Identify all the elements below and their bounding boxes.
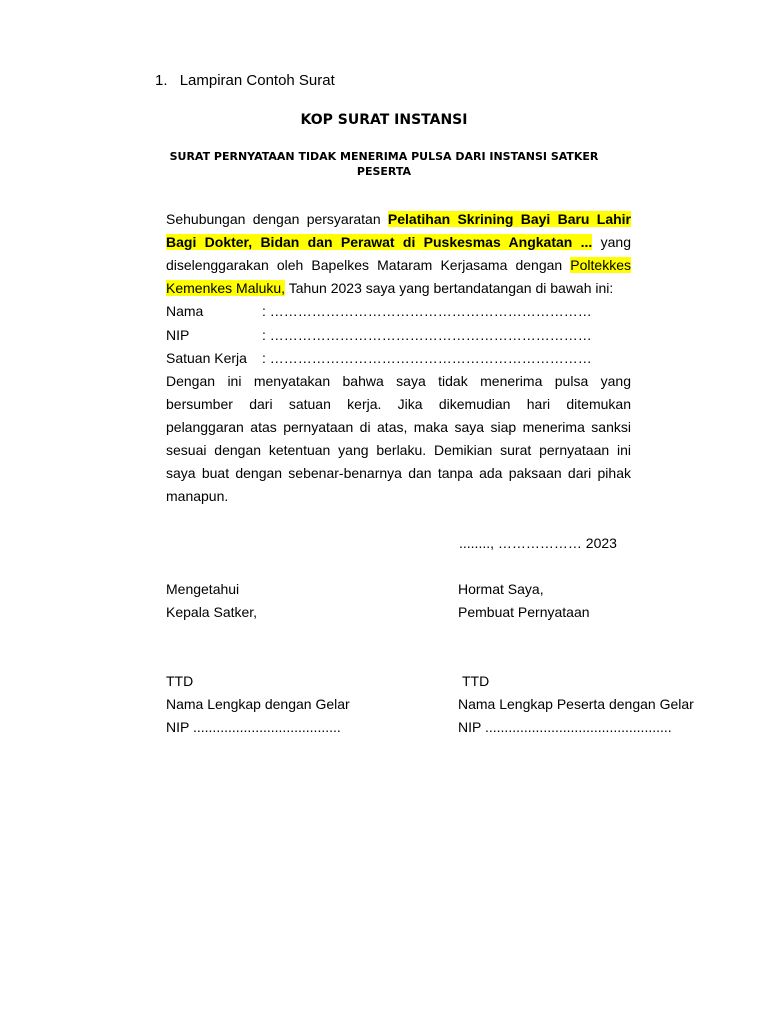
statement-line-3: pelanggaran atas pernyataan di atas, maka saya siap menerima sanksi (166, 419, 631, 435)
training-batch-highlight: Bagi Dokter, Bidan dan Perawat di Puskesmas Angkatan ... (166, 234, 593, 250)
statement-line-2: bersumber dari satuan kerja. Jika dikemudian hari ditemukan (166, 396, 631, 412)
field-value-satuan-kerja: : …………………………………………………………… (262, 350, 592, 366)
field-label-nip: NIP (166, 327, 190, 343)
field-label-satuan-kerja: Satuan Kerja (166, 350, 247, 366)
letter-title-line-1: SURAT PERNYATAAN TIDAK MENERIMA PULSA DARI INSTANSI SATKER (169, 150, 599, 163)
field-value-nama: : …………………………………………………………… (262, 303, 592, 319)
left-signer-name: Nama Lengkap dengan Gelar (166, 696, 350, 712)
letter-title (0, 149, 768, 179)
left-sign-line-2: Kepala Satker, (166, 604, 258, 620)
right-signer-nip: NIP ................................................ (458, 719, 672, 735)
attachment-list-item (155, 72, 335, 89)
statement-line-1: Dengan ini menyatakan bahwa saya tidak menerima pulsa yang (166, 373, 631, 389)
date-line: ........, ……………… 2023 (459, 535, 617, 551)
field-value-nip: : …………………………………………………………… (262, 327, 592, 343)
intro-line-1: Sehubungan dengan persyaratan Pelatihan Skrining Bayi Baru Lahir (166, 211, 631, 227)
statement-line-6: manapun. (166, 488, 229, 504)
left-signer-nip: NIP ...................................... (166, 719, 341, 735)
left-signature-ttd: TTD (166, 673, 194, 689)
right-sign-line-2: Pembuat Pernyataan (458, 604, 590, 620)
left-sign-line-1: Mengetahui (166, 581, 240, 597)
statement-paragraph (166, 370, 631, 508)
institution-highlight: Poltekkes (570, 257, 631, 273)
right-sign-line-1: Hormat Saya, (458, 581, 544, 597)
field-label-nama: Nama (166, 303, 204, 319)
right-signature-ttd: TTD (462, 673, 490, 689)
intro-line-4: Kemenkes Maluku, Tahun 2023 saya yang bertandatangan di bawah ini: (166, 280, 614, 296)
intro-line-2: Bagi Dokter, Bidan dan Perawat di Puskesmas Angkatan ... yang (166, 234, 631, 250)
institution-highlight-cont: Kemenkes Maluku, (166, 280, 286, 296)
list-text: Lampiran Contoh Surat (179, 72, 335, 89)
letter-title-line-2: PESERTA (356, 165, 412, 178)
statement-line-4: sesuai dengan ketentuan yang berlaku. Demikian surat pernyataan ini (166, 442, 631, 458)
right-signer-name: Nama Lengkap Peserta dengan Gelar (458, 696, 694, 712)
intro-line-3: diselenggarakan oleh Bapelkes Mataram Kerjasama dengan Poltekkes (166, 257, 631, 273)
intro-paragraph (166, 208, 631, 300)
training-name-highlight: Pelatihan Skrining Bayi Baru Lahir (387, 211, 631, 227)
statement-line-5: saya buat dengan sebenar-benarnya dan tanpa ada paksaan dari pihak (166, 465, 631, 481)
kop-heading: KOP SURAT INSTANSI (300, 112, 468, 128)
list-number: 1. (155, 72, 168, 89)
